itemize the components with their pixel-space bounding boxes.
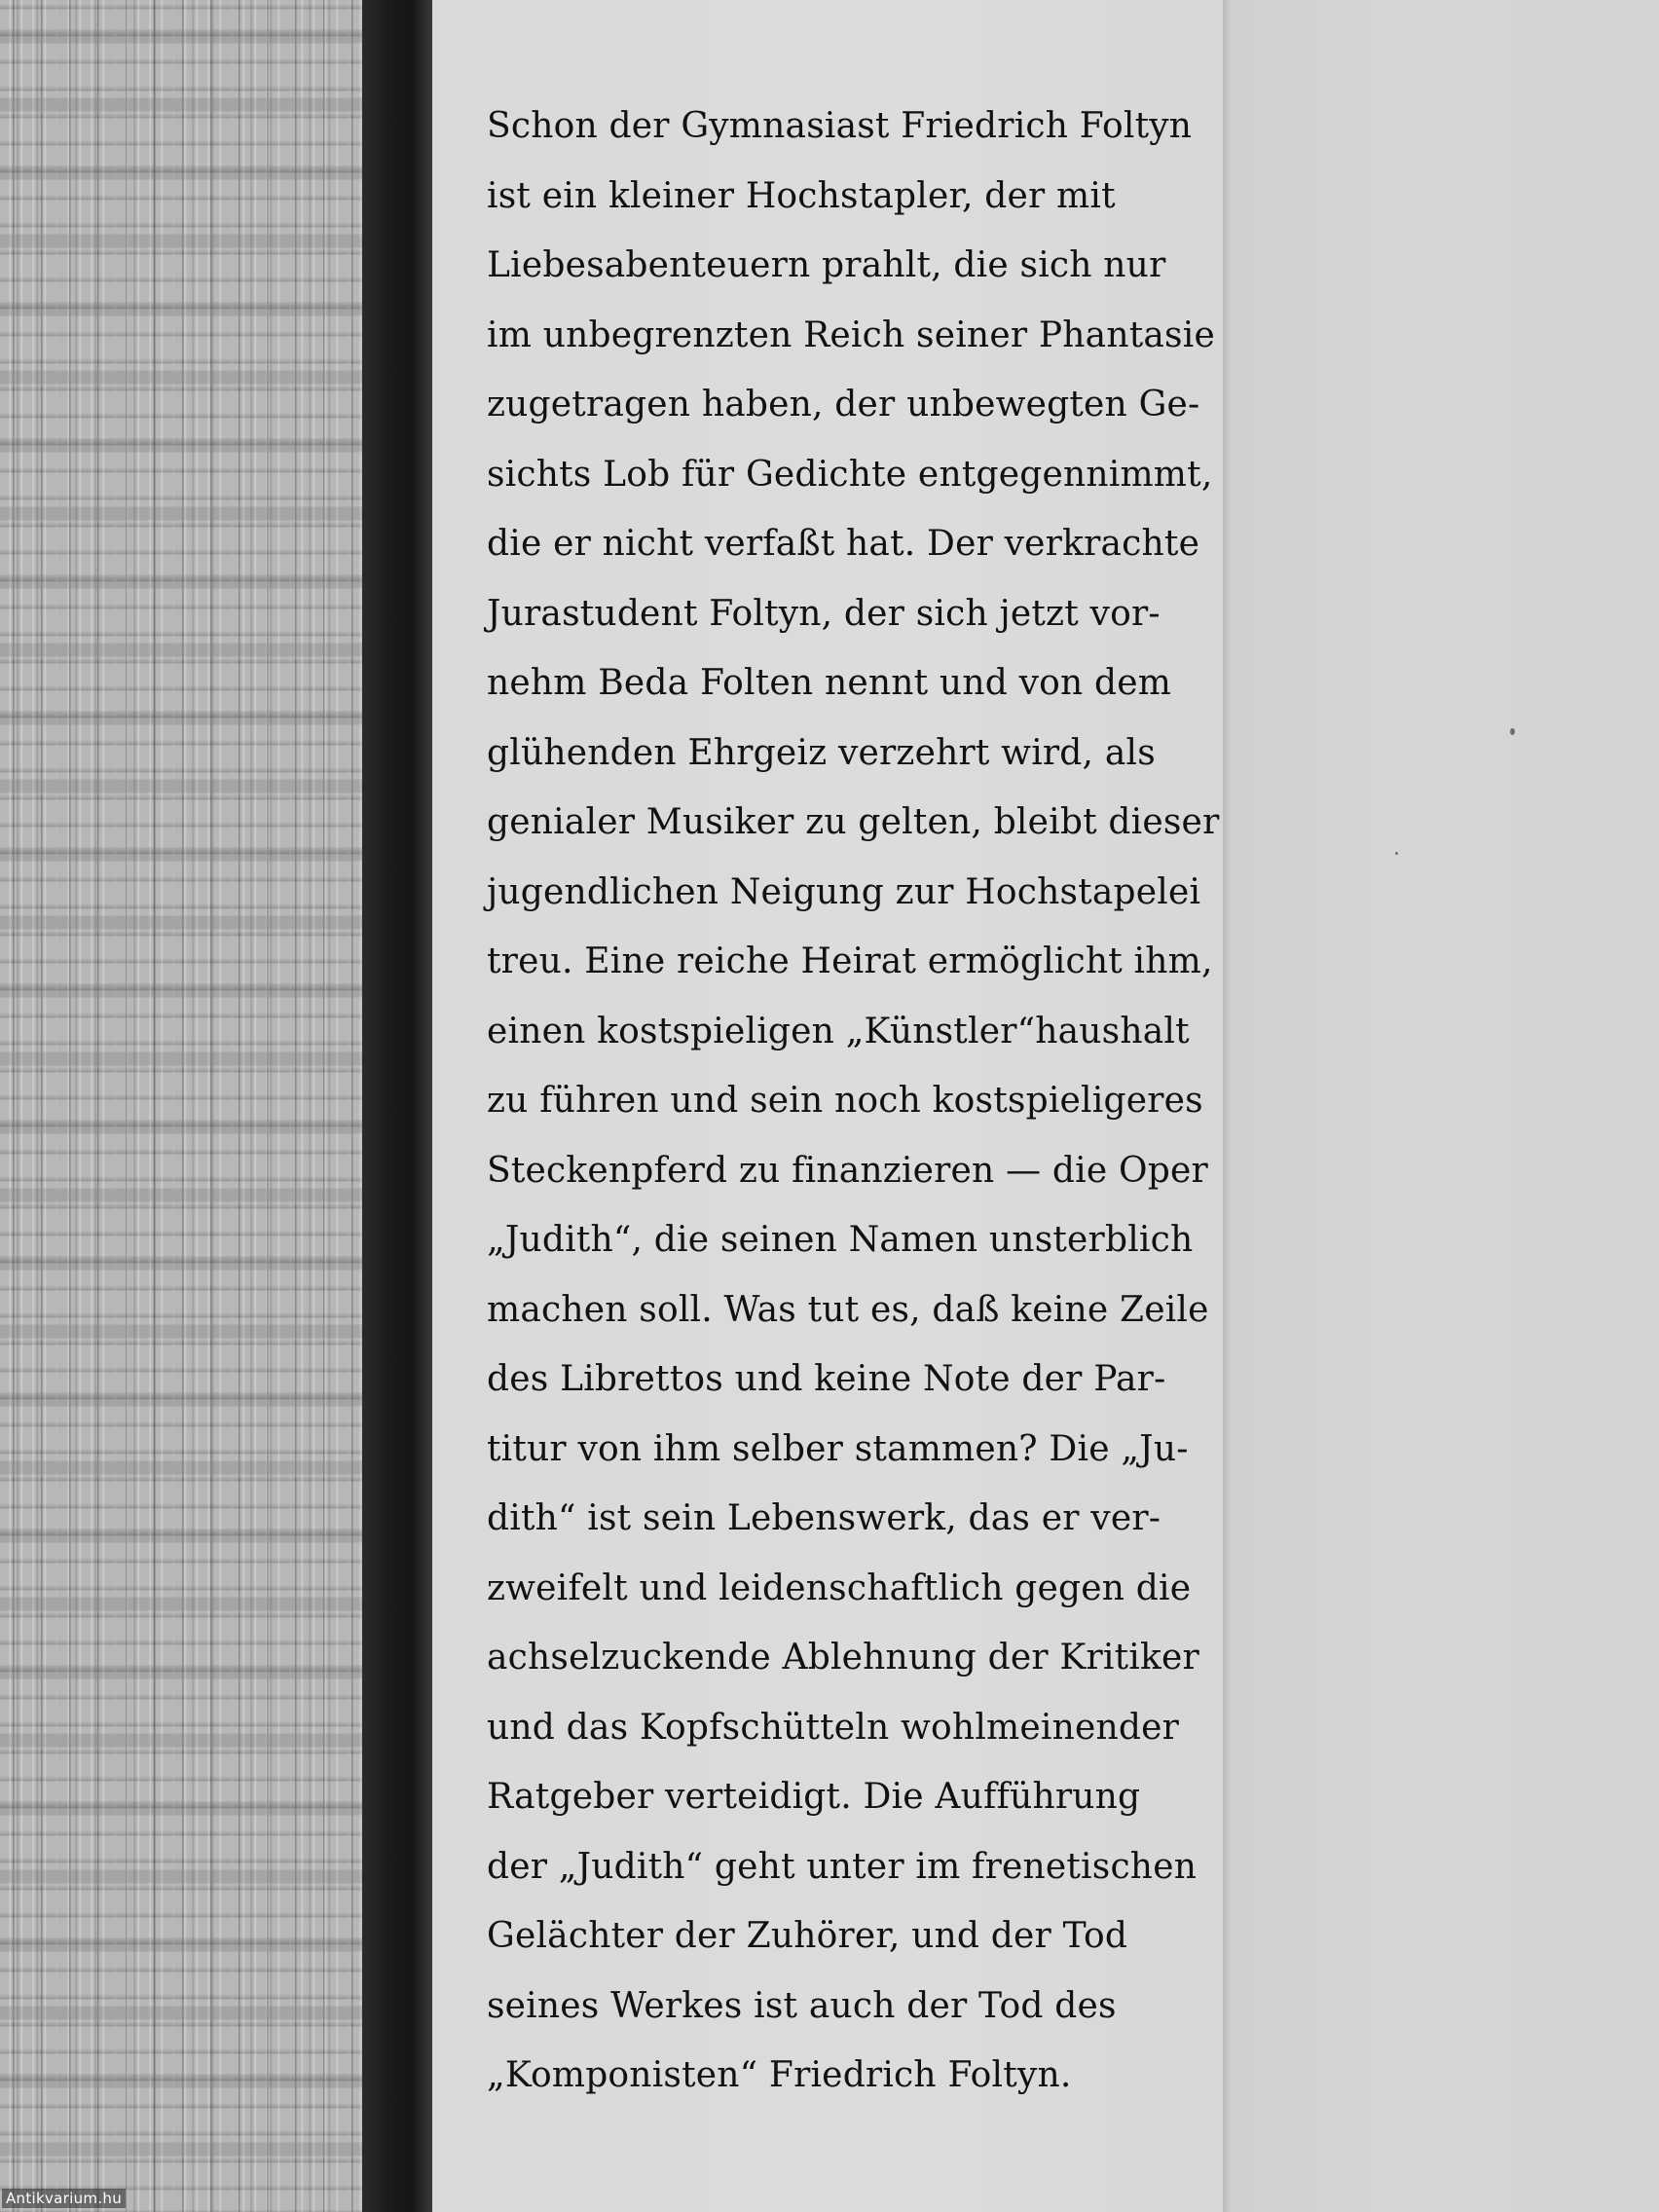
text-line: die er nicht verfaßt hat. Der verkrachte (487, 524, 1200, 564)
text-line: machen soll. Was tut es, daß keine Zeile (487, 1289, 1209, 1330)
text-line: zu führen und sein noch kostspieligeres (487, 1081, 1203, 1121)
text-line: des Librettos und keine Note der Par- (487, 1359, 1166, 1399)
text-line: einen kostspieligen „Künstler“haushalt (487, 1011, 1190, 1051)
paper-speck (1395, 852, 1398, 855)
text-line: titur von ihm selber stammen? Die „Ju- (487, 1428, 1189, 1469)
book-spine-edge (362, 0, 432, 2212)
text-line: jugendlichen Neigung zur Hochstapelei (487, 871, 1201, 912)
text-line: sichts Lob für Gedichte entgegennimmt, (487, 454, 1213, 495)
text-line: der „Judith“ geht unter im frenetischen (487, 1846, 1198, 1887)
text-line: nehm Beda Folten nennt und von dem (487, 663, 1172, 703)
text-line: zweifelt und leidenschaftlich gegen die (487, 1567, 1192, 1608)
text-line: glühenden Ehrgeiz verzehrt wird, als (487, 732, 1156, 773)
text-line: Gelächter der Zuhörer, und der Tod (487, 1916, 1128, 1956)
text-line: „Judith“, die seinen Namen unsterblich (487, 1220, 1194, 1260)
text-line: achselzuckende Ablehnung der Kritiker (487, 1638, 1199, 1677)
flap-shadow (1223, 0, 1233, 2212)
text-line: Liebesabenteuern prahlt, die sich nur (487, 245, 1166, 285)
blurb-paragraph (487, 92, 1220, 2111)
board-texture (0, 0, 362, 2212)
watermark: Antikvarium.hu (2, 2189, 126, 2208)
text-line: Ratgeber verteidigt. Die Aufführung (487, 1777, 1141, 1817)
text-line: Steckenpferd zu finanzieren — die Oper (487, 1150, 1208, 1191)
text-line: treu. Eine reiche Heirat ermöglicht ihm, (487, 941, 1213, 981)
text-line: und das Kopfschütteln wohlmeinender (487, 1707, 1180, 1748)
text-line: „Komponisten“ Friedrich Foltyn. (487, 2055, 1072, 2095)
text-line: ist ein kleiner Hochstapler, der mit (487, 175, 1116, 216)
text-line: im unbegrenzten Reich seiner Phantasie (487, 314, 1215, 355)
text-line: seines Werkes ist auch der Tod des (487, 1985, 1117, 2026)
cover-board-pattern (0, 0, 362, 2212)
paper-speck (1510, 728, 1515, 735)
text-line: zugetragen haben, der unbewegten Ge- (487, 385, 1200, 424)
text-line: genialer Musiker zu gelten, bleibt dieser (487, 802, 1220, 842)
text-line: Schon der Gymnasiast Friedrich Foltyn (487, 106, 1193, 146)
text-line: Jurastudent Foltyn, der sich jetzt vor- (487, 593, 1161, 634)
text-line: dith“ ist sein Lebenswerk, das er ver- (487, 1498, 1161, 1538)
right-page (1233, 0, 1659, 2212)
